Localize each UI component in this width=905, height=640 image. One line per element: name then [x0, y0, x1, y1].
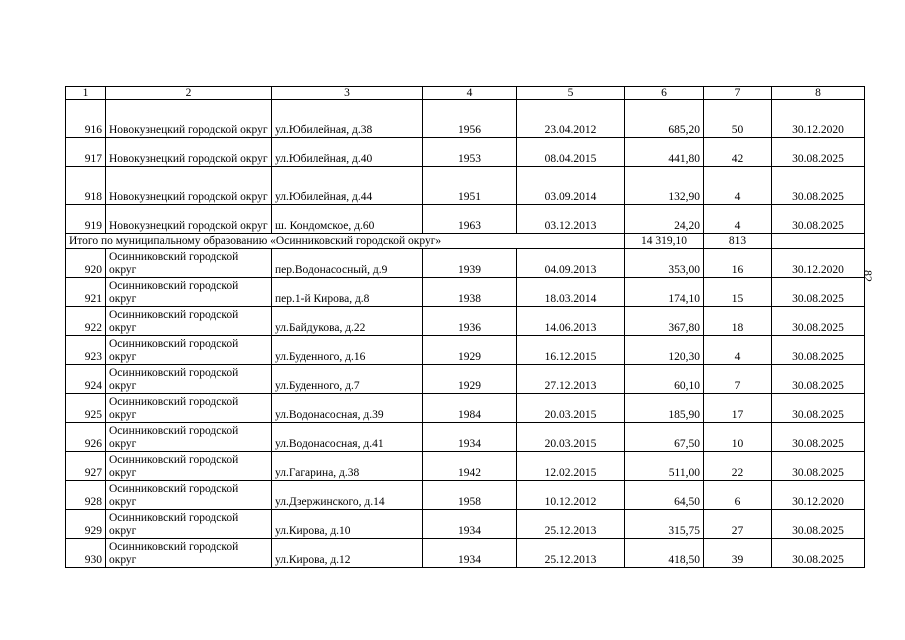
municipality-cell: Осинниковский городской округ [106, 336, 272, 365]
year-built-cell: 1939 [423, 249, 517, 278]
address-cell: пер.Водонасосный, д.9 [272, 249, 423, 278]
row-number: 928 [66, 481, 106, 510]
area-cell: 685,20 [625, 100, 704, 138]
deadline-cell: 30.08.2025 [772, 394, 865, 423]
municipality-cell: Новокузнецкий городской округ [106, 138, 272, 167]
address-cell: ул.Кирова, д.10 [272, 510, 423, 539]
row-number: 920 [66, 249, 106, 278]
year-built-cell: 1942 [423, 452, 517, 481]
deadline-cell: 30.08.2025 [772, 205, 865, 234]
recognition-date-cell: 20.03.2015 [517, 423, 625, 452]
residents-cell: 4 [704, 167, 772, 205]
column-header: 3 [272, 87, 423, 100]
area-cell: 24,20 [625, 205, 704, 234]
municipality-cell: Осинниковский городской округ [106, 394, 272, 423]
deadline-cell: 30.12.2020 [772, 100, 865, 138]
row-number: 916 [66, 100, 106, 138]
area-cell: 120,30 [625, 336, 704, 365]
deadline-cell: 30.08.2025 [772, 452, 865, 481]
table-row [66, 138, 865, 167]
recognition-date-cell: 10.12.2012 [517, 481, 625, 510]
column-header: 7 [704, 87, 772, 100]
table-row [66, 307, 865, 336]
total-empty-cell [772, 234, 865, 249]
address-cell: ул.Байдукова, д.22 [272, 307, 423, 336]
address-cell: пер.1-й Кирова, д.8 [272, 278, 423, 307]
municipality-cell: Осинниковский городской округ [106, 278, 272, 307]
address-cell: ул.Гагарина, д.38 [272, 452, 423, 481]
table-row [66, 249, 865, 278]
municipality-cell: Осинниковский городской округ [106, 539, 272, 568]
table-row [66, 481, 865, 510]
residents-cell: 4 [704, 336, 772, 365]
year-built-cell: 1929 [423, 336, 517, 365]
table-body [66, 87, 865, 568]
municipality-cell: Новокузнецкий городской округ [106, 205, 272, 234]
column-header: 5 [517, 87, 625, 100]
recognition-date-cell: 14.06.2013 [517, 307, 625, 336]
row-number: 925 [66, 394, 106, 423]
residents-cell: 7 [704, 365, 772, 394]
address-cell: ул.Дзержинского, д.14 [272, 481, 423, 510]
municipality-cell: Осинниковский городской округ [106, 481, 272, 510]
column-header: 8 [772, 87, 865, 100]
table-row [66, 167, 865, 205]
recognition-date-cell: 27.12.2013 [517, 365, 625, 394]
recognition-date-cell: 25.12.2013 [517, 510, 625, 539]
recognition-date-cell: 16.12.2015 [517, 336, 625, 365]
column-header: 2 [106, 87, 272, 100]
municipality-cell: Новокузнецкий городской округ [106, 167, 272, 205]
residents-cell: 4 [704, 205, 772, 234]
total-area: 14 319,10 [625, 234, 704, 249]
address-cell: ш. Кондомское, д.60 [272, 205, 423, 234]
total-row [66, 234, 865, 249]
year-built-cell: 1953 [423, 138, 517, 167]
address-cell: ул.Водонасосная, д.41 [272, 423, 423, 452]
area-cell: 441,80 [625, 138, 704, 167]
table-row [66, 336, 865, 365]
row-number: 921 [66, 278, 106, 307]
table-row [66, 205, 865, 234]
area-cell: 367,80 [625, 307, 704, 336]
table-row [66, 278, 865, 307]
year-built-cell: 1963 [423, 205, 517, 234]
year-built-cell: 1934 [423, 539, 517, 568]
row-number: 924 [66, 365, 106, 394]
municipality-cell: Осинниковский городской округ [106, 452, 272, 481]
deadline-cell: 30.08.2025 [772, 278, 865, 307]
municipality-cell: Осинниковский городской округ [106, 510, 272, 539]
area-cell: 132,90 [625, 167, 704, 205]
area-cell: 353,00 [625, 249, 704, 278]
address-cell: ул.Буденного, д.16 [272, 336, 423, 365]
year-built-cell: 1934 [423, 423, 517, 452]
area-cell: 185,90 [625, 394, 704, 423]
housing-registry-table [65, 86, 865, 568]
row-number: 927 [66, 452, 106, 481]
row-number: 922 [66, 307, 106, 336]
address-cell: ул.Юбилейная, д.40 [272, 138, 423, 167]
table-row [66, 452, 865, 481]
area-cell: 174,10 [625, 278, 704, 307]
recognition-date-cell: 03.12.2013 [517, 205, 625, 234]
deadline-cell: 30.08.2025 [772, 539, 865, 568]
municipality-cell: Осинниковский городской округ [106, 423, 272, 452]
area-cell: 315,75 [625, 510, 704, 539]
address-cell: ул.Юбилейная, д.38 [272, 100, 423, 138]
residents-cell: 6 [704, 481, 772, 510]
year-built-cell: 1958 [423, 481, 517, 510]
deadline-cell: 30.12.2020 [772, 481, 865, 510]
address-cell: ул.Кирова, д.12 [272, 539, 423, 568]
address-cell: ул.Водонасосная, д.39 [272, 394, 423, 423]
table-row [66, 510, 865, 539]
residents-cell: 27 [704, 510, 772, 539]
municipality-cell: Осинниковский городской округ [106, 307, 272, 336]
year-built-cell: 1936 [423, 307, 517, 336]
row-number: 923 [66, 336, 106, 365]
table-row [66, 394, 865, 423]
deadline-cell: 30.08.2025 [772, 138, 865, 167]
recognition-date-cell: 03.09.2014 [517, 167, 625, 205]
residents-cell: 18 [704, 307, 772, 336]
recognition-date-cell: 08.04.2015 [517, 138, 625, 167]
residents-cell: 16 [704, 249, 772, 278]
area-cell: 418,50 [625, 539, 704, 568]
municipality-cell: Новокузнецкий городской округ [106, 100, 272, 138]
deadline-cell: 30.08.2025 [772, 510, 865, 539]
year-built-cell: 1951 [423, 167, 517, 205]
table-row [66, 539, 865, 568]
column-header-row [66, 87, 865, 100]
total-residents: 813 [704, 234, 772, 249]
recognition-date-cell: 20.03.2015 [517, 394, 625, 423]
residents-cell: 22 [704, 452, 772, 481]
residents-cell: 10 [704, 423, 772, 452]
table-row [66, 100, 865, 138]
year-built-cell: 1984 [423, 394, 517, 423]
table-row [66, 365, 865, 394]
row-number: 930 [66, 539, 106, 568]
column-header: 6 [625, 87, 704, 100]
row-number: 917 [66, 138, 106, 167]
deadline-cell: 30.08.2025 [772, 307, 865, 336]
year-built-cell: 1934 [423, 510, 517, 539]
residents-cell: 17 [704, 394, 772, 423]
row-number: 926 [66, 423, 106, 452]
deadline-cell: 30.08.2025 [772, 336, 865, 365]
residents-cell: 15 [704, 278, 772, 307]
municipality-cell: Осинниковский городской округ [106, 249, 272, 278]
page-number: 82 [861, 270, 875, 282]
year-built-cell: 1956 [423, 100, 517, 138]
deadline-cell: 30.08.2025 [772, 423, 865, 452]
residents-cell: 50 [704, 100, 772, 138]
area-cell: 64,50 [625, 481, 704, 510]
column-header: 4 [423, 87, 517, 100]
deadline-cell: 30.12.2020 [772, 249, 865, 278]
column-header: 1 [66, 87, 106, 100]
year-built-cell: 1938 [423, 278, 517, 307]
residents-cell: 39 [704, 539, 772, 568]
row-number: 929 [66, 510, 106, 539]
recognition-date-cell: 18.03.2014 [517, 278, 625, 307]
year-built-cell: 1929 [423, 365, 517, 394]
residents-cell: 42 [704, 138, 772, 167]
area-cell: 60,10 [625, 365, 704, 394]
address-cell: ул.Юбилейная, д.44 [272, 167, 423, 205]
deadline-cell: 30.08.2025 [772, 365, 865, 394]
row-number: 918 [66, 167, 106, 205]
recognition-date-cell: 25.12.2013 [517, 539, 625, 568]
table-row [66, 423, 865, 452]
address-cell: ул.Буденного, д.7 [272, 365, 423, 394]
recognition-date-cell: 23.04.2012 [517, 100, 625, 138]
recognition-date-cell: 12.02.2015 [517, 452, 625, 481]
recognition-date-cell: 04.09.2013 [517, 249, 625, 278]
row-number: 919 [66, 205, 106, 234]
area-cell: 511,00 [625, 452, 704, 481]
deadline-cell: 30.08.2025 [772, 167, 865, 205]
area-cell: 67,50 [625, 423, 704, 452]
total-label: Итого по муниципальному образованию «Осинниковский городской округ» [66, 234, 625, 249]
municipality-cell: Осинниковский городской округ [106, 365, 272, 394]
